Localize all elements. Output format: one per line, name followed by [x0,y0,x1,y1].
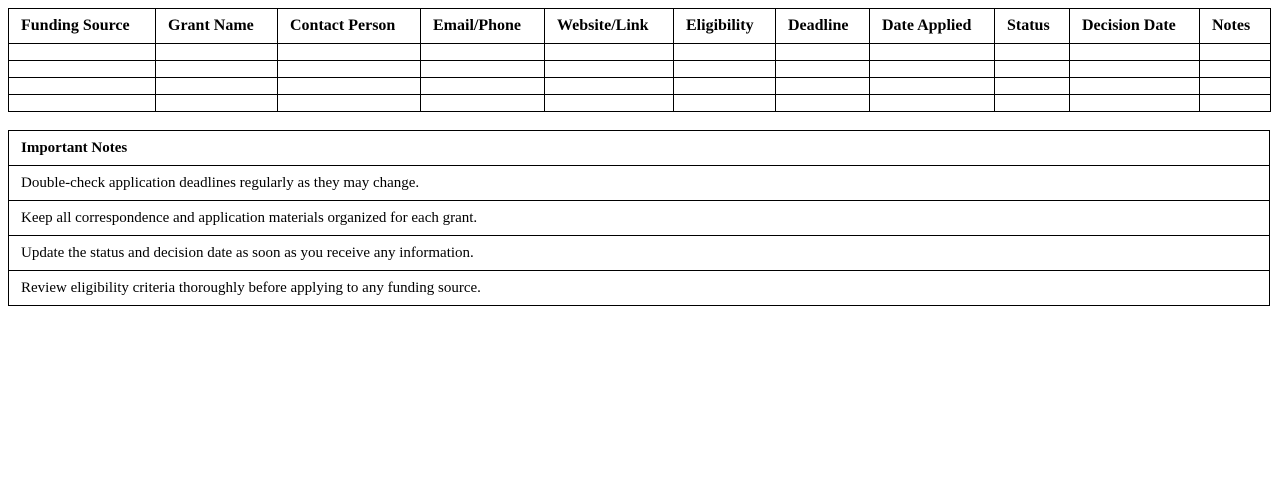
column-header-eligibility: Eligibility [674,9,776,44]
table-cell [545,44,674,61]
note-item: Keep all correspondence and application materials organized for each grant. [9,201,1270,236]
column-header-status: Status [995,9,1070,44]
column-header-email-phone: Email/Phone [421,9,545,44]
column-header-decision-date: Decision Date [1070,9,1200,44]
table-cell [9,95,156,112]
table-cell [1200,95,1271,112]
table-cell [674,44,776,61]
table-cell [156,44,278,61]
table-cell [421,95,545,112]
table-cell [156,61,278,78]
table-cell [776,78,870,95]
table-cell [278,44,421,61]
table-cell [421,61,545,78]
table-row [9,78,1271,95]
column-header-website-link: Website/Link [545,9,674,44]
table-header-row [9,9,1271,44]
grant-tracking-table [8,8,1271,112]
note-item: Double-check application deadlines regularly as they may change. [9,166,1270,201]
table-cell [278,61,421,78]
table-cell [870,44,995,61]
table-cell [1200,44,1271,61]
column-header-date-applied: Date Applied [870,9,995,44]
table-cell [870,61,995,78]
notes-heading-row [9,131,1270,166]
table-cell [545,61,674,78]
table-cell [1200,61,1271,78]
table-cell [545,78,674,95]
table-cell [421,78,545,95]
table-cell [9,44,156,61]
table-cell [156,95,278,112]
table-cell [1070,61,1200,78]
table-cell [995,95,1070,112]
note-item: Update the status and decision date as soon as you receive any information. [9,236,1270,271]
table-row [9,44,1271,61]
table-cell [421,44,545,61]
table-cell [995,44,1070,61]
table-cell [674,61,776,78]
table-cell [776,61,870,78]
table-cell [156,78,278,95]
table-cell [545,95,674,112]
column-header-notes: Notes [1200,9,1271,44]
notes-row [9,201,1270,236]
table-cell [278,95,421,112]
table-cell [870,95,995,112]
important-notes-table [8,130,1270,306]
table-cell [870,78,995,95]
column-header-deadline: Deadline [776,9,870,44]
table-cell [674,95,776,112]
table-cell [9,61,156,78]
table-cell [1070,78,1200,95]
table-cell [9,78,156,95]
table-cell [995,61,1070,78]
column-header-funding-source: Funding Source [9,9,156,44]
note-item: Review eligibility criteria thoroughly before applying to any funding source. [9,271,1270,306]
table-cell [995,78,1070,95]
notes-row [9,271,1270,306]
table-cell [278,78,421,95]
table-cell [1070,95,1200,112]
table-row [9,61,1271,78]
table-cell [776,95,870,112]
table-cell [1200,78,1271,95]
table-row [9,95,1271,112]
notes-row [9,236,1270,271]
table-cell [776,44,870,61]
notes-row [9,166,1270,201]
column-header-grant-name: Grant Name [156,9,278,44]
table-cell [1070,44,1200,61]
notes-heading: Important Notes [9,131,1270,166]
table-cell [674,78,776,95]
column-header-contact-person: Contact Person [278,9,421,44]
